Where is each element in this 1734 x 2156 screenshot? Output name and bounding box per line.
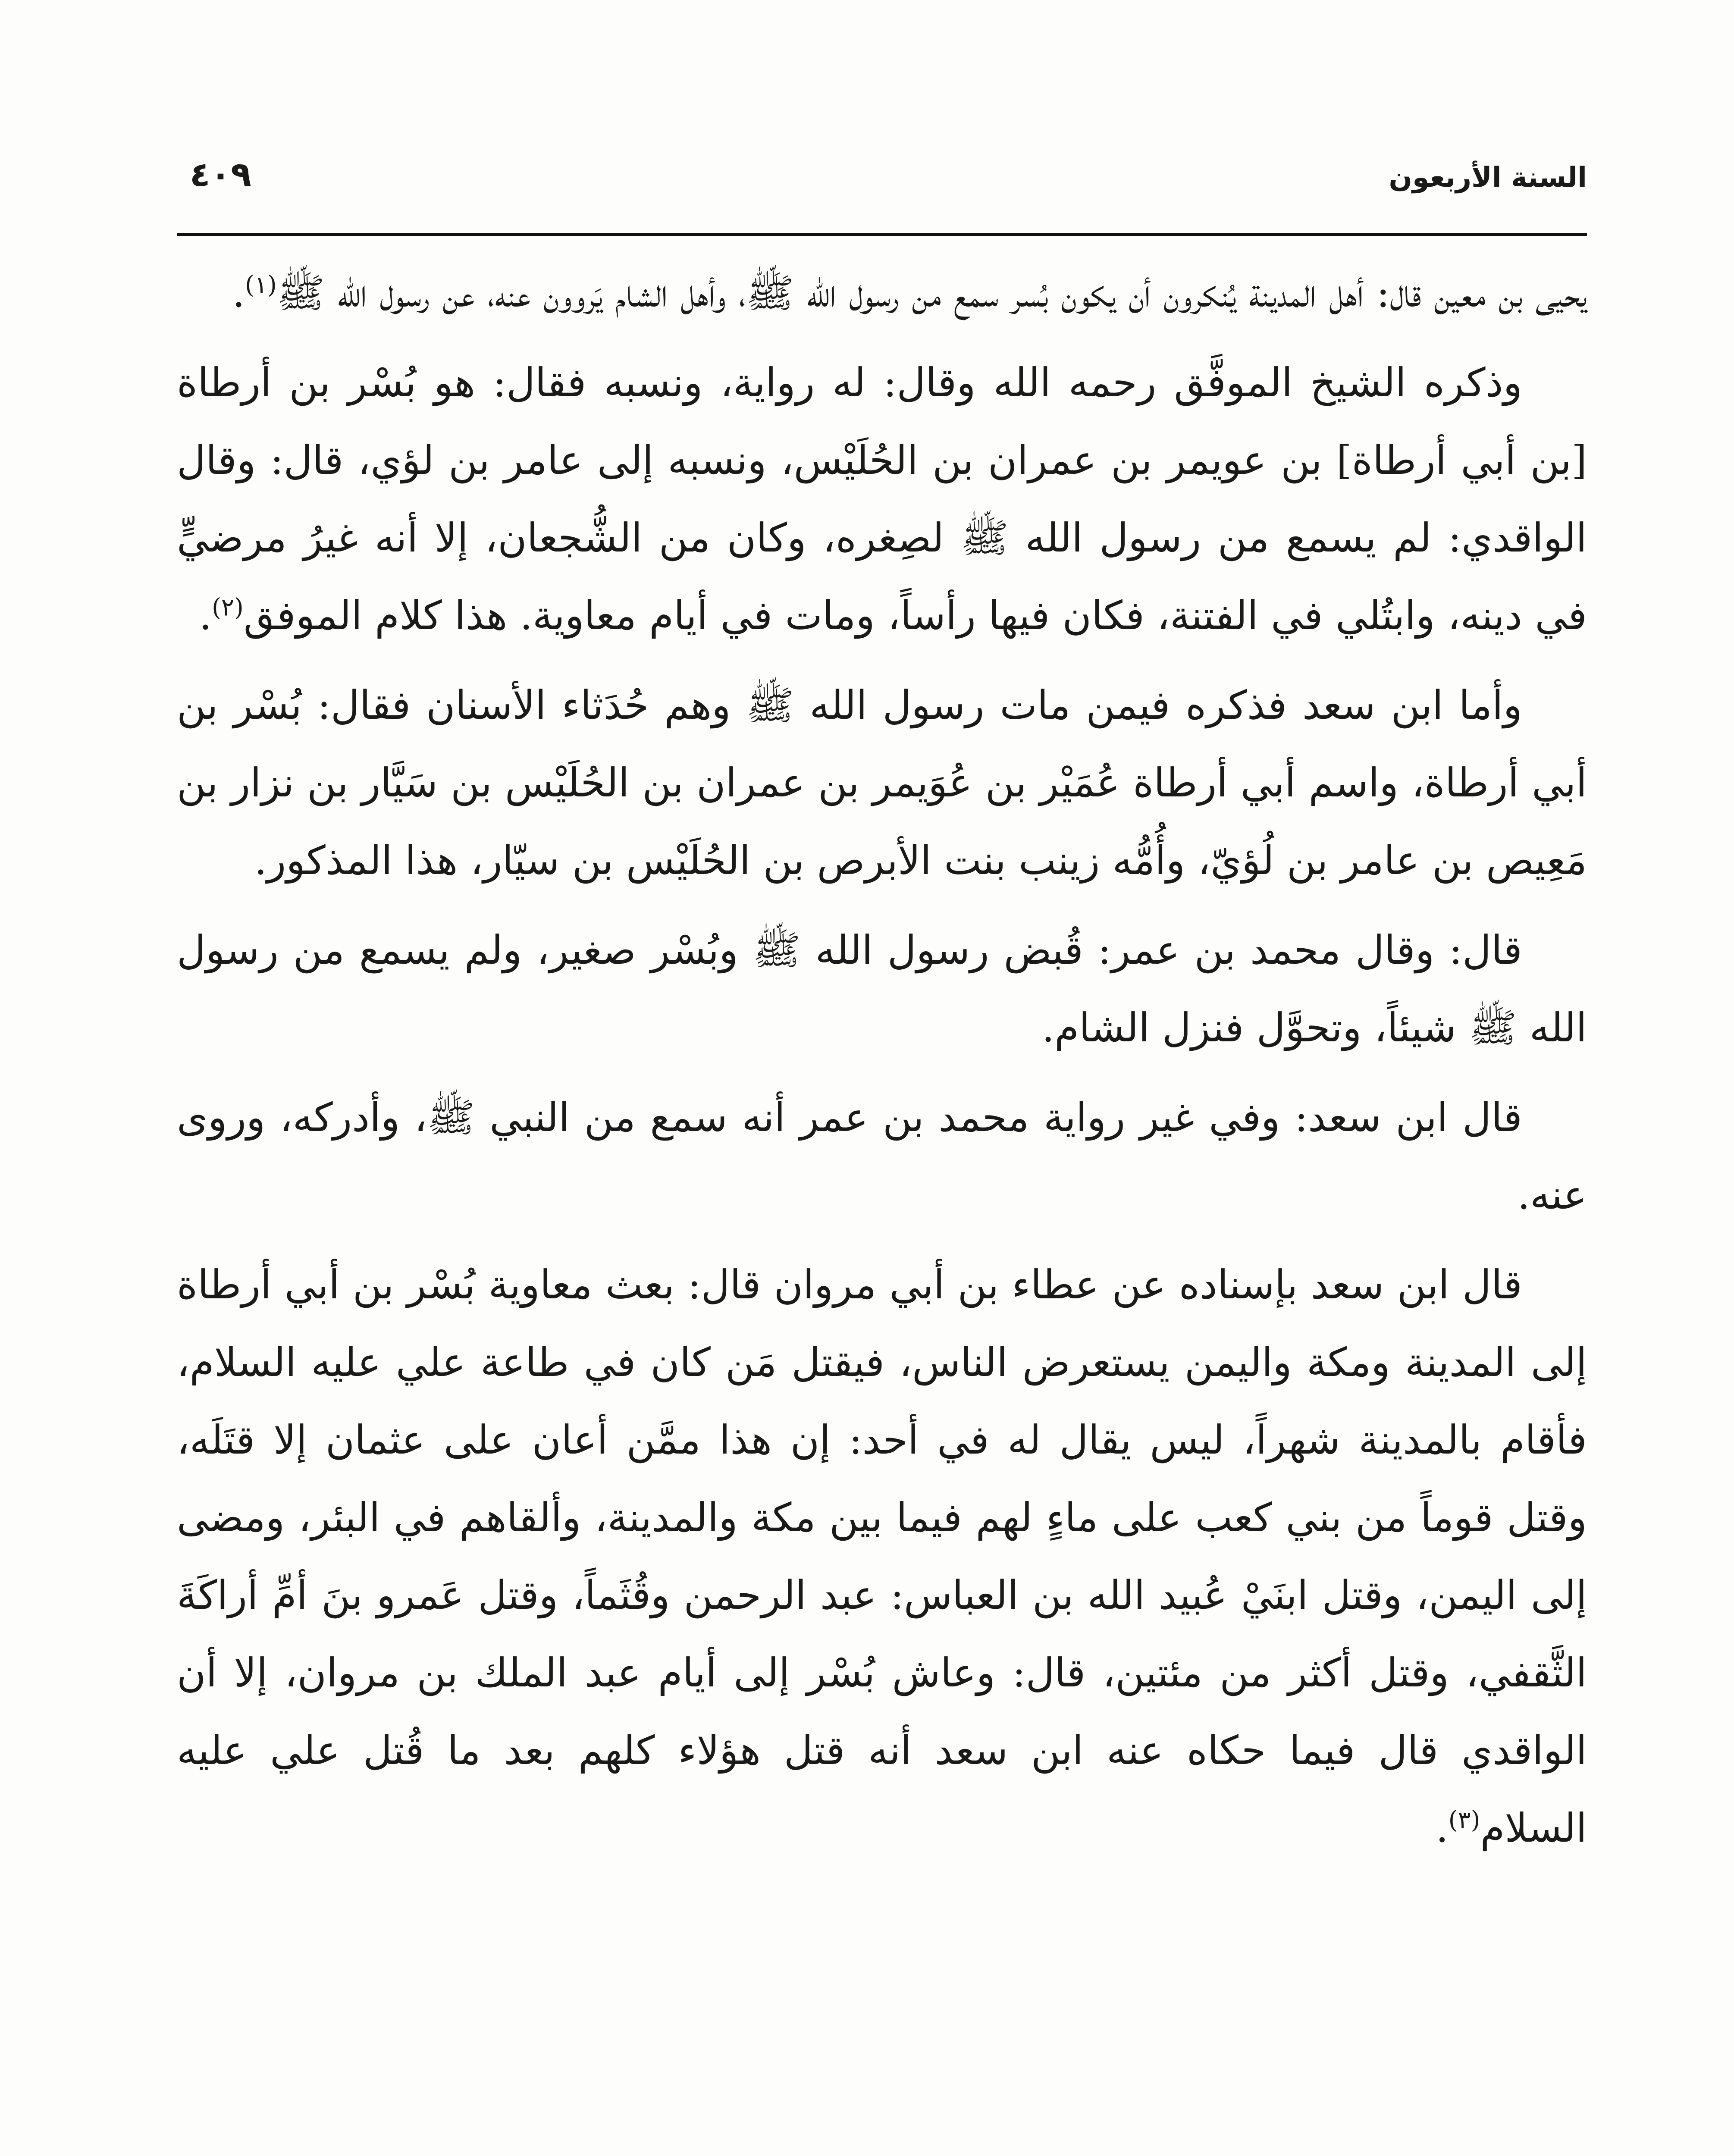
paragraph (177, 1246, 1587, 1867)
paragraph (177, 344, 1587, 655)
paragraph-text: وأما ابن سعد فذكره فيمن مات رسول الله ﷺ وهم حُدَثاء الأسنان فقال: بُسْر بن أبي أرطاة، واسم أبي أرطاة عُمَيْر بن عُوَيمر بن عمران بن الحُلَيْس بن سَيَّار بن نزار بن مَعِيص بن عامر بن لُؤيّ، وأُمُّه زينب بنت الأبرص بن الحُلَيْس بن سيّار، هذا المذكور. (177, 682, 1587, 884)
paragraph-tail: . (232, 270, 245, 316)
paragraph-tail: . (199, 592, 212, 639)
paragraph (177, 1079, 1587, 1234)
paragraph-text: وذكره الشيخ الموفَّق رحمه الله وقال: له رواية، ونسبه فقال: هو بُسْر بن أرطاة [بن أبي أرطاة] بن عويمر بن عمران بن الحُلَيْس، ونسبه إلى عامر بن لؤي، قال: وقال الواقدي: لم يسمع من رسول الله ﷺ لصِغره، وكان من الشُّجعان، إلا أنه غيرُ مرضيٍّ في دينه، وابتُلي في الفتنة، فكان فيها رأساً، ومات في أيام معاوية. هذا كلام الموفق (177, 360, 1587, 639)
paragraph (177, 912, 1587, 1067)
page-number: ٤٠٩ (190, 155, 251, 194)
paragraph (177, 667, 1587, 899)
paragraph-text: يحيى بن معين قال: أهل المدينة يُنكرون أن يكون بُسر سمع من رسول الله ﷺ، وأهل الشام يَروون عنه، عن رسول الله ﷺ (276, 270, 1587, 316)
footnote-ref[interactable]: (١) (245, 271, 277, 299)
paragraph-tail: . (1436, 1805, 1449, 1851)
paragraph-text: قال: وقال محمد بن عمر: قُبض رسول الله ﷺ وبُسْر صغير، ولم يسمع من رسول الله ﷺ شيئاً، وتحوَّل فنزل الشام. (177, 927, 1587, 1051)
paragraph-text: قال ابن سعد بإسناده عن عطاء بن أبي مروان قال: بعث معاوية بُسْر بن أبي أرطاة إلى المدينة ومكة واليمن يستعرض الناس، فيقتل مَن كان في طاعة علي عليه السلام، فأقام بالمدينة شهراً، ليس يقال له في أحد: إن هذا ممَّن أعان على عثمان إلا قتَلَه، وقتل قوماً من بني كعب على ماءٍ لهم فيما بين مكة والمدينة، وألقاهم في البئر، ومضى إلى اليمن، وقتل ابنَيْ عُبيد الله بن العباس: عبد الرحمن وقُثَماً، وقتل عَمرو بنَ أمِّ أراكَةَ الثَّقفي، وقتل أكثر من مئتين، قال: وعاش بُسْر إلى أيام عبد الملك بن مروان، إلا أن الواقدي قال فيما حكاه عنه ابن سعد أنه قتل هؤلاء كلهم بعد ما قُتل علي عليه السلام (177, 1262, 1587, 1851)
footnote-ref[interactable]: (٢) (212, 593, 244, 622)
running-title: السنة الأربعون (1389, 162, 1587, 194)
header-rule (177, 233, 1587, 236)
paragraph (177, 254, 1587, 332)
paragraph-text: قال ابن سعد: وفي غير رواية محمد بن عمر أنه سمع من النبي ﷺ، وأدركه، وروى عنه. (177, 1094, 1587, 1218)
main-text (177, 254, 1587, 1879)
footnote-ref[interactable]: (٣) (1448, 1806, 1480, 1834)
page-header (172, 138, 1587, 211)
